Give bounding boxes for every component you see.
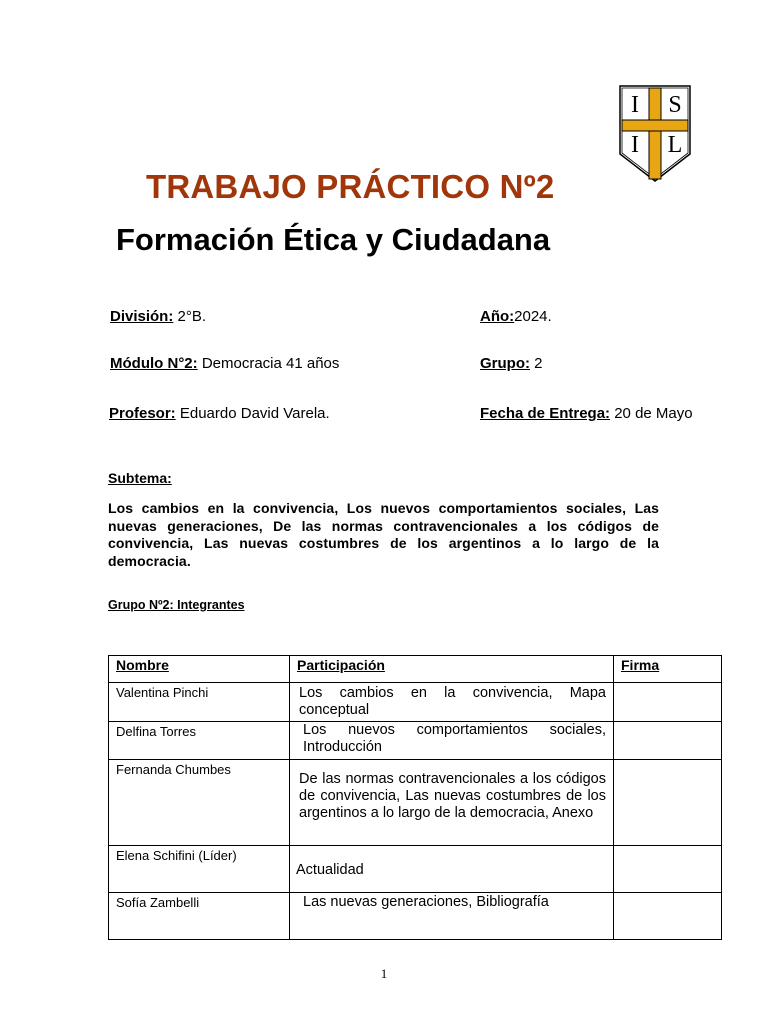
fecha-entrega-value: 20 de Mayo	[614, 405, 693, 422]
profesor-value: Eduardo David Varela.	[179, 405, 330, 422]
table-row	[109, 846, 722, 893]
division-label: División:	[110, 308, 174, 325]
division-value: 2°B.	[177, 308, 207, 325]
modulo-field	[110, 355, 339, 372]
profesor-label: Profesor:	[109, 405, 176, 422]
profesor-field	[109, 405, 330, 422]
member-participation: Las nuevas generaciones, Bibliografía	[303, 894, 549, 910]
member-participation: Actualidad	[296, 862, 364, 878]
anio-value: 2024.	[514, 308, 552, 325]
subtema-text: Los cambios en la convivencia, Los nuevos comportamientos sociales, Las nuevas generaciones, De las normas contravencionales a los códigos de convivencia, Las nuevas costumbres de los argentinos a lo largo de la democracia.	[108, 500, 659, 569]
anio-field	[480, 308, 552, 325]
member-participation: Los cambios en la convivencia, Mapa conceptual	[299, 685, 606, 718]
anio-label: Año:	[480, 308, 515, 325]
modulo-label: Módulo N°2:	[110, 355, 198, 372]
member-signature	[614, 760, 722, 846]
grupo-field	[480, 355, 543, 372]
table-row	[109, 722, 722, 760]
member-participation-cell	[290, 846, 614, 893]
members-table	[108, 655, 722, 940]
member-name: Delfina Torres	[109, 722, 290, 760]
member-signature	[614, 846, 722, 893]
grupo-value: 2	[534, 355, 543, 372]
page-number: 1	[380, 966, 388, 981]
member-name: Sofía Zambelli	[109, 893, 290, 940]
school-crest-logo	[616, 84, 694, 184]
logo-letter-i-top: I	[631, 92, 639, 118]
grupo-label: Grupo:	[480, 355, 530, 372]
member-signature	[614, 683, 722, 722]
member-name: Elena Schifini (Líder)	[109, 846, 290, 893]
fecha-entrega-field	[480, 405, 693, 422]
table-row	[109, 893, 722, 940]
logo-letter-i-bottom: I	[631, 132, 639, 158]
member-name: Valentina Pinchi	[109, 683, 290, 722]
logo-letter-s: S	[668, 92, 682, 118]
column-header-participacion: Participación	[290, 656, 614, 683]
member-signature	[614, 722, 722, 760]
group-heading: Grupo Nº2: Integrantes	[108, 598, 245, 612]
table-header-row	[109, 656, 722, 683]
column-header-nombre: Nombre	[109, 656, 290, 683]
member-participation-cell	[290, 760, 614, 846]
document-subtitle: Formación Ética y Ciudadana	[116, 222, 551, 257]
subtema-heading: Subtema:	[108, 470, 172, 486]
document-title: TRABAJO PRÁCTICO Nº2	[146, 168, 555, 205]
member-participation: Los nuevos comportamientos sociales, Introducción	[303, 722, 606, 755]
modulo-value: Democracia 41 años	[201, 355, 340, 372]
member-participation: De las normas contravencionales a los códigos de convivencia, Las nuevas costumbres de los argentinos a lo largo de la democracia, Anexo	[299, 771, 606, 821]
member-participation-cell	[290, 683, 614, 722]
member-signature	[614, 893, 722, 940]
member-name: Fernanda Chumbes	[109, 760, 290, 846]
table-row	[109, 760, 722, 846]
member-participation-cell	[290, 722, 614, 760]
fecha-entrega-label: Fecha de Entrega:	[480, 405, 611, 422]
column-header-firma: Firma	[614, 656, 722, 683]
member-participation-cell	[290, 893, 614, 940]
table-row	[109, 683, 722, 722]
logo-letter-l: L	[667, 132, 683, 158]
division-field	[110, 308, 206, 325]
